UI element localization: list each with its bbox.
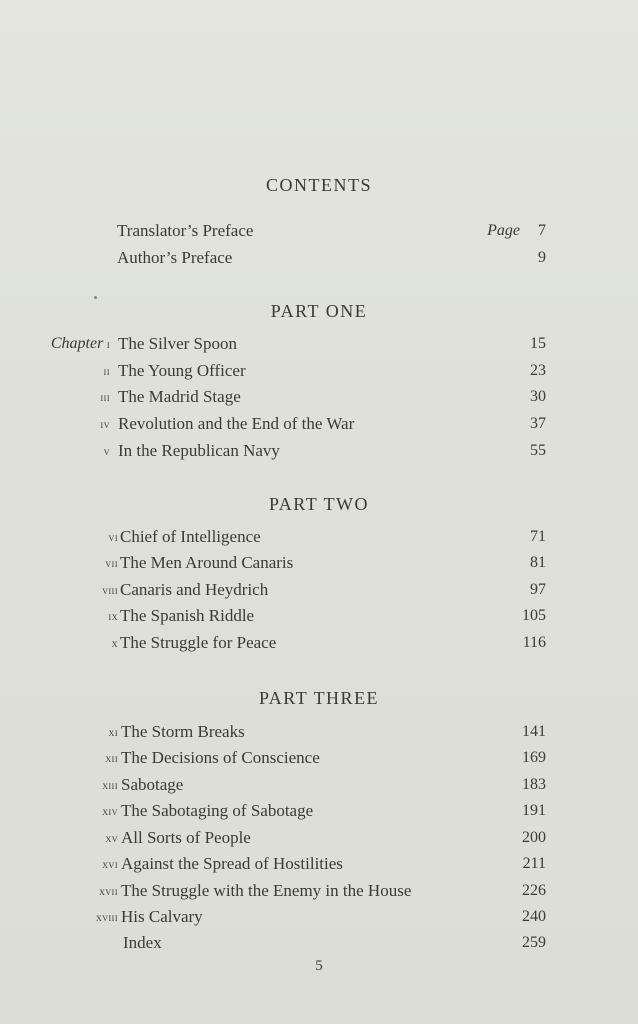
- chapter-title: In the Republican Navy: [118, 441, 280, 460]
- chapter-row: [0, 631, 638, 655]
- page-number: 141: [522, 723, 546, 740]
- chapter-row: [0, 385, 638, 409]
- chapter-numeral: i: [106, 337, 110, 351]
- part-heading: PART ONE: [270, 301, 368, 321]
- page-number: 30: [530, 388, 546, 405]
- chapter-row: [0, 826, 638, 850]
- chapter-title: The Young Officer: [118, 361, 246, 380]
- contents-heading: CONTENTS: [266, 175, 372, 195]
- chapter-row: [0, 412, 638, 436]
- chapter-row: [0, 525, 638, 549]
- chapter-numeral: xvi: [102, 857, 118, 871]
- chapter-numeral: x: [111, 636, 118, 650]
- chapter-title: Chief of Intelligence: [120, 527, 261, 546]
- chapter-row: [0, 852, 638, 876]
- chapter-title: Canaris and Heydrich: [120, 580, 269, 599]
- chapter-numeral: xv: [105, 831, 118, 845]
- chapter-numeral: vi: [108, 530, 118, 544]
- chapter-row: [0, 773, 638, 797]
- chapter-title: The Sabotaging of Sabotage: [121, 801, 314, 820]
- index-title: Index: [123, 933, 162, 952]
- chapter-numeral: xi: [108, 725, 118, 739]
- chapter-label: [51, 332, 110, 356]
- chapter-title: Sabotage: [121, 775, 184, 794]
- chapter-row: [0, 551, 638, 575]
- page-number: 9: [538, 249, 546, 266]
- preface-row: [0, 219, 638, 243]
- chapter-title: Revolution and the End of the War: [118, 414, 355, 433]
- chapter-numeral: xiii: [102, 778, 118, 792]
- chapter-title: The Struggle with the Enemy in the House: [121, 881, 412, 900]
- page-number: 169: [522, 749, 546, 766]
- chapter-numeral: viii: [102, 583, 118, 597]
- page-number: 71: [530, 528, 546, 545]
- page-label: Page: [487, 222, 520, 239]
- page-number: 116: [522, 634, 546, 651]
- chapter-row: [0, 578, 638, 602]
- chapter-row: [0, 799, 638, 823]
- part-heading: PART THREE: [258, 688, 380, 708]
- chapter-numeral: xviii: [95, 910, 118, 924]
- page-number: 97: [530, 581, 546, 598]
- index-row: [0, 931, 638, 955]
- chapter-row: [0, 720, 638, 744]
- chapter-title: His Calvary: [121, 907, 203, 926]
- chapter-numeral: v: [103, 444, 110, 458]
- chapter-title: All Sorts of People: [121, 828, 251, 847]
- page-number: 183: [522, 776, 546, 793]
- chapter-row: [0, 359, 638, 383]
- page-number: 23: [530, 362, 546, 379]
- page-number: 15: [530, 335, 546, 352]
- chapter-row: [0, 439, 638, 463]
- preface-row: [0, 246, 638, 270]
- chapter-title: The Storm Breaks: [121, 722, 245, 741]
- chapter-title: The Spanish Riddle: [120, 606, 255, 625]
- chapter-title: Against the Spread of Hostilities: [121, 854, 343, 873]
- chapter-title: The Struggle for Peace: [120, 633, 277, 652]
- chapter-row: [0, 746, 638, 770]
- chapter-numeral: xii: [105, 751, 118, 765]
- chapter-numeral: vii: [105, 556, 118, 570]
- page-number: 55: [530, 442, 546, 459]
- chapter-title: The Decisions of Conscience: [121, 748, 320, 767]
- page-number: 81: [530, 554, 546, 571]
- preface-title: Author’s Preface: [117, 248, 233, 267]
- chapter-title: The Silver Spoon: [118, 334, 237, 353]
- chapter-numeral: iii: [100, 390, 110, 404]
- chapter-title: The Men Around Canaris: [120, 553, 294, 572]
- chapter-row: [0, 604, 638, 628]
- ink-speck: [94, 296, 97, 299]
- chapter-row: [0, 879, 638, 903]
- page-number: 191: [522, 802, 546, 819]
- page-number: 259: [522, 934, 546, 951]
- page-number: 200: [522, 829, 546, 846]
- chapter-row: [0, 905, 638, 929]
- page-number: 211: [522, 855, 546, 872]
- page-number: 37: [530, 415, 546, 432]
- page-number: 226: [522, 882, 546, 899]
- chapter-numeral: ix: [108, 609, 118, 623]
- chapter-numeral: iv: [100, 417, 110, 431]
- page-folio: 5: [315, 958, 323, 974]
- chapter-title: The Madrid Stage: [118, 387, 241, 406]
- chapter-numeral: xvii: [99, 884, 118, 898]
- part-heading: PART TWO: [268, 494, 370, 514]
- preface-title: Translator’s Preface: [117, 221, 254, 240]
- chapter-numeral: ii: [103, 364, 110, 378]
- page-number: 7: [538, 222, 546, 239]
- chapter-word: Chapter: [50, 335, 104, 352]
- page-number: 105: [522, 607, 546, 624]
- chapter-numeral: xiv: [102, 804, 118, 818]
- page-number: 240: [522, 908, 546, 925]
- chapter-row: [0, 332, 638, 356]
